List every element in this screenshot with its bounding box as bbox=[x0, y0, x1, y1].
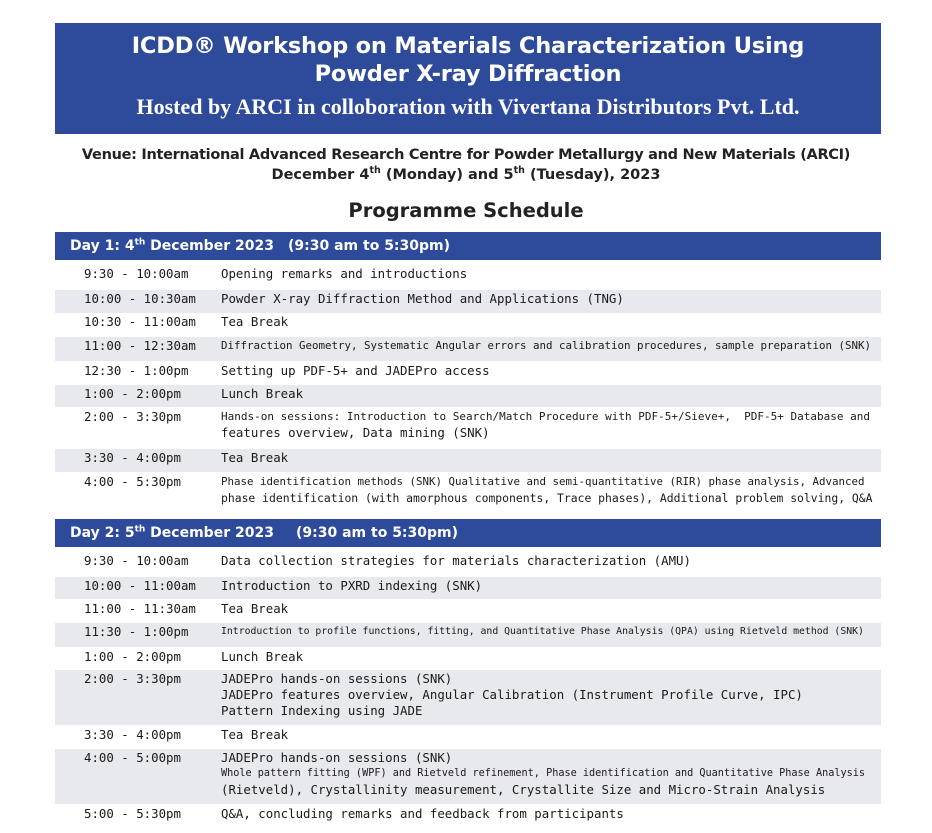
table-row bbox=[55, 337, 881, 361]
day1-header bbox=[55, 232, 881, 260]
table-row bbox=[55, 473, 881, 510]
session-time: 10:00 - 10:30am bbox=[84, 291, 196, 306]
session-time: 1:00 - 2:00pm bbox=[84, 649, 181, 664]
table-row bbox=[55, 408, 881, 448]
session-description bbox=[221, 553, 877, 569]
programme-title: Programme Schedule bbox=[348, 199, 584, 222]
table-row bbox=[55, 385, 881, 407]
session-description-line: Tea Break bbox=[221, 727, 289, 742]
venue: Venue: International Advanced Research Centre for Powder Metallurgy and New Materials (ARCI) bbox=[81, 147, 851, 163]
session-time: 9:30 - 10:00am bbox=[84, 553, 189, 568]
dates-part-2: (Monday) and 5 bbox=[380, 167, 514, 183]
session-time: 10:30 - 11:00am bbox=[84, 314, 196, 329]
session-description-line: Setting up PDF-5+ and JADEPro access bbox=[221, 363, 490, 378]
session-description-line: phase identification (with amorphous components, Trace phases), Additional problem solving, Q&A bbox=[221, 491, 873, 505]
session-time: 11:30 - 1:00pm bbox=[84, 624, 189, 639]
title-line-1: ICDD® Workshop on Materials Characterization Using bbox=[131, 33, 805, 59]
table-row bbox=[55, 552, 881, 574]
session-description-line: Whole pattern fitting (WPF) and Rietveld refinement, Phase identification and Quantitative Phase Analysis bbox=[221, 768, 866, 779]
session-description bbox=[221, 450, 877, 466]
session-description bbox=[221, 314, 877, 330]
table-row bbox=[55, 805, 881, 827]
table-row bbox=[55, 623, 881, 647]
day2-label-rest: December 2023 bbox=[145, 525, 274, 541]
session-description bbox=[221, 624, 877, 640]
session-time: 11:00 - 12:30am bbox=[84, 338, 196, 353]
day2-label-text: Day 2: 5 bbox=[70, 525, 135, 541]
table-row bbox=[55, 577, 881, 599]
event-dates bbox=[40, 165, 892, 185]
table-row bbox=[55, 265, 881, 286]
table-row bbox=[55, 648, 881, 669]
session-description-line: Diffraction Geometry, Systematic Angular errors and calibration procedures, sample preparation (SNK) bbox=[221, 339, 872, 352]
session-description-line: Tea Break bbox=[221, 314, 289, 329]
session-time: 4:00 - 5:30pm bbox=[84, 474, 181, 489]
table-row bbox=[55, 362, 881, 384]
hosted-by: Hosted by ARCI in colloboration with Vivertana Distributors Pvt. Ltd. bbox=[136, 94, 800, 119]
session-description-line: Opening remarks and introductions bbox=[221, 266, 468, 281]
session-description-line: Q&A, concluding remarks and feedback from participants bbox=[221, 806, 624, 821]
session-time: 10:00 - 11:00am bbox=[84, 578, 196, 593]
session-description bbox=[221, 727, 877, 743]
table-row bbox=[55, 749, 881, 804]
dates-part-1: December 4 bbox=[271, 167, 370, 183]
session-time: 2:00 - 3:30pm bbox=[84, 409, 181, 424]
session-time: 12:30 - 1:00pm bbox=[84, 363, 189, 378]
day2-time: (9:30 am to 5:30pm) bbox=[296, 525, 459, 541]
table-row bbox=[55, 670, 881, 725]
session-description-line: Phase identification methods (SNK) Qualitative and semi-quantitative (RIR) phase analysis, Advanced bbox=[221, 475, 865, 488]
session-description bbox=[221, 291, 877, 307]
session-description-line: Pattern Indexing using JADE bbox=[221, 703, 423, 718]
table-row bbox=[55, 449, 881, 472]
day2-header bbox=[55, 519, 881, 547]
session-description-line: Powder X-ray Diffraction Method and Applications (TNG) bbox=[221, 291, 624, 306]
session-description bbox=[221, 266, 877, 282]
session-description-line: Data collection strategies for materials characterization (AMU) bbox=[221, 553, 691, 568]
session-description bbox=[221, 363, 877, 379]
session-description-line: Lunch Break bbox=[221, 649, 304, 664]
session-time: 2:00 - 3:30pm bbox=[84, 671, 181, 686]
session-description bbox=[221, 386, 877, 402]
session-description bbox=[221, 578, 877, 594]
day1-time: (9:30 am to 5:30pm) bbox=[288, 238, 451, 254]
session-description bbox=[221, 474, 877, 506]
session-description-line: features overview, Data mining (SNK) bbox=[221, 425, 490, 440]
session-description-line: Hands-on sessions: Introduction to Search/Match Procedure with PDF-5+/Sieve+, PDF-5+ Database and bbox=[221, 410, 871, 423]
dates-sup-1: th bbox=[369, 165, 381, 177]
table-row bbox=[55, 290, 881, 313]
session-description bbox=[221, 338, 877, 354]
day2-label-sup: th bbox=[134, 524, 146, 535]
session-time: 3:30 - 4:00pm bbox=[84, 727, 181, 742]
day1-label-text: Day 1: 4 bbox=[70, 238, 135, 254]
session-time: 3:30 - 4:00pm bbox=[84, 450, 181, 465]
session-description-line: JADEPro hands-on sessions (SNK) bbox=[221, 671, 453, 686]
day1-label bbox=[70, 232, 274, 260]
session-description-line: Introduction to PXRD indexing (SNK) bbox=[221, 578, 483, 593]
session-time: 4:00 - 5:00pm bbox=[84, 750, 181, 765]
session-description bbox=[221, 649, 877, 665]
session-time: 1:00 - 2:00pm bbox=[84, 386, 181, 401]
dates-sup-2: th bbox=[513, 165, 525, 177]
day2-label bbox=[70, 519, 274, 547]
session-description-line: Tea Break bbox=[221, 450, 289, 465]
session-description-line: Tea Break bbox=[221, 601, 289, 616]
session-time: 11:00 - 11:30am bbox=[84, 601, 196, 616]
session-time: 5:00 - 5:30pm bbox=[84, 806, 181, 821]
table-row bbox=[55, 313, 881, 336]
session-description-line: Lunch Break bbox=[221, 386, 304, 401]
session-description bbox=[221, 806, 877, 822]
session-description bbox=[221, 409, 877, 441]
title-line-2: Powder X-ray Diffraction bbox=[314, 61, 622, 87]
session-description bbox=[221, 671, 877, 719]
session-description bbox=[221, 601, 877, 617]
table-row bbox=[55, 726, 881, 748]
session-description-line: Introduction to profile functions, fitting, and Quantitative Phase Analysis (QPA) using Rietveld method (SNK) bbox=[221, 626, 864, 637]
session-time: 9:30 - 10:00am bbox=[84, 266, 189, 281]
dates-part-3: (Tuesday), 2023 bbox=[524, 167, 661, 183]
session-description-line: JADEPro features overview, Angular Calibration (Instrument Profile Curve, IPC) bbox=[221, 687, 803, 702]
title-banner bbox=[55, 23, 881, 134]
day1-label-rest: December 2023 bbox=[145, 238, 274, 254]
session-description-line: JADEPro hands-on sessions (SNK) bbox=[221, 750, 453, 765]
session-description-line: (Rietveld), Crystallinity measurement, Crystallite Size and Micro-Strain Analysis bbox=[221, 782, 826, 797]
session-description bbox=[221, 750, 877, 798]
table-row bbox=[55, 600, 881, 622]
day1-label-sup: th bbox=[134, 237, 146, 248]
